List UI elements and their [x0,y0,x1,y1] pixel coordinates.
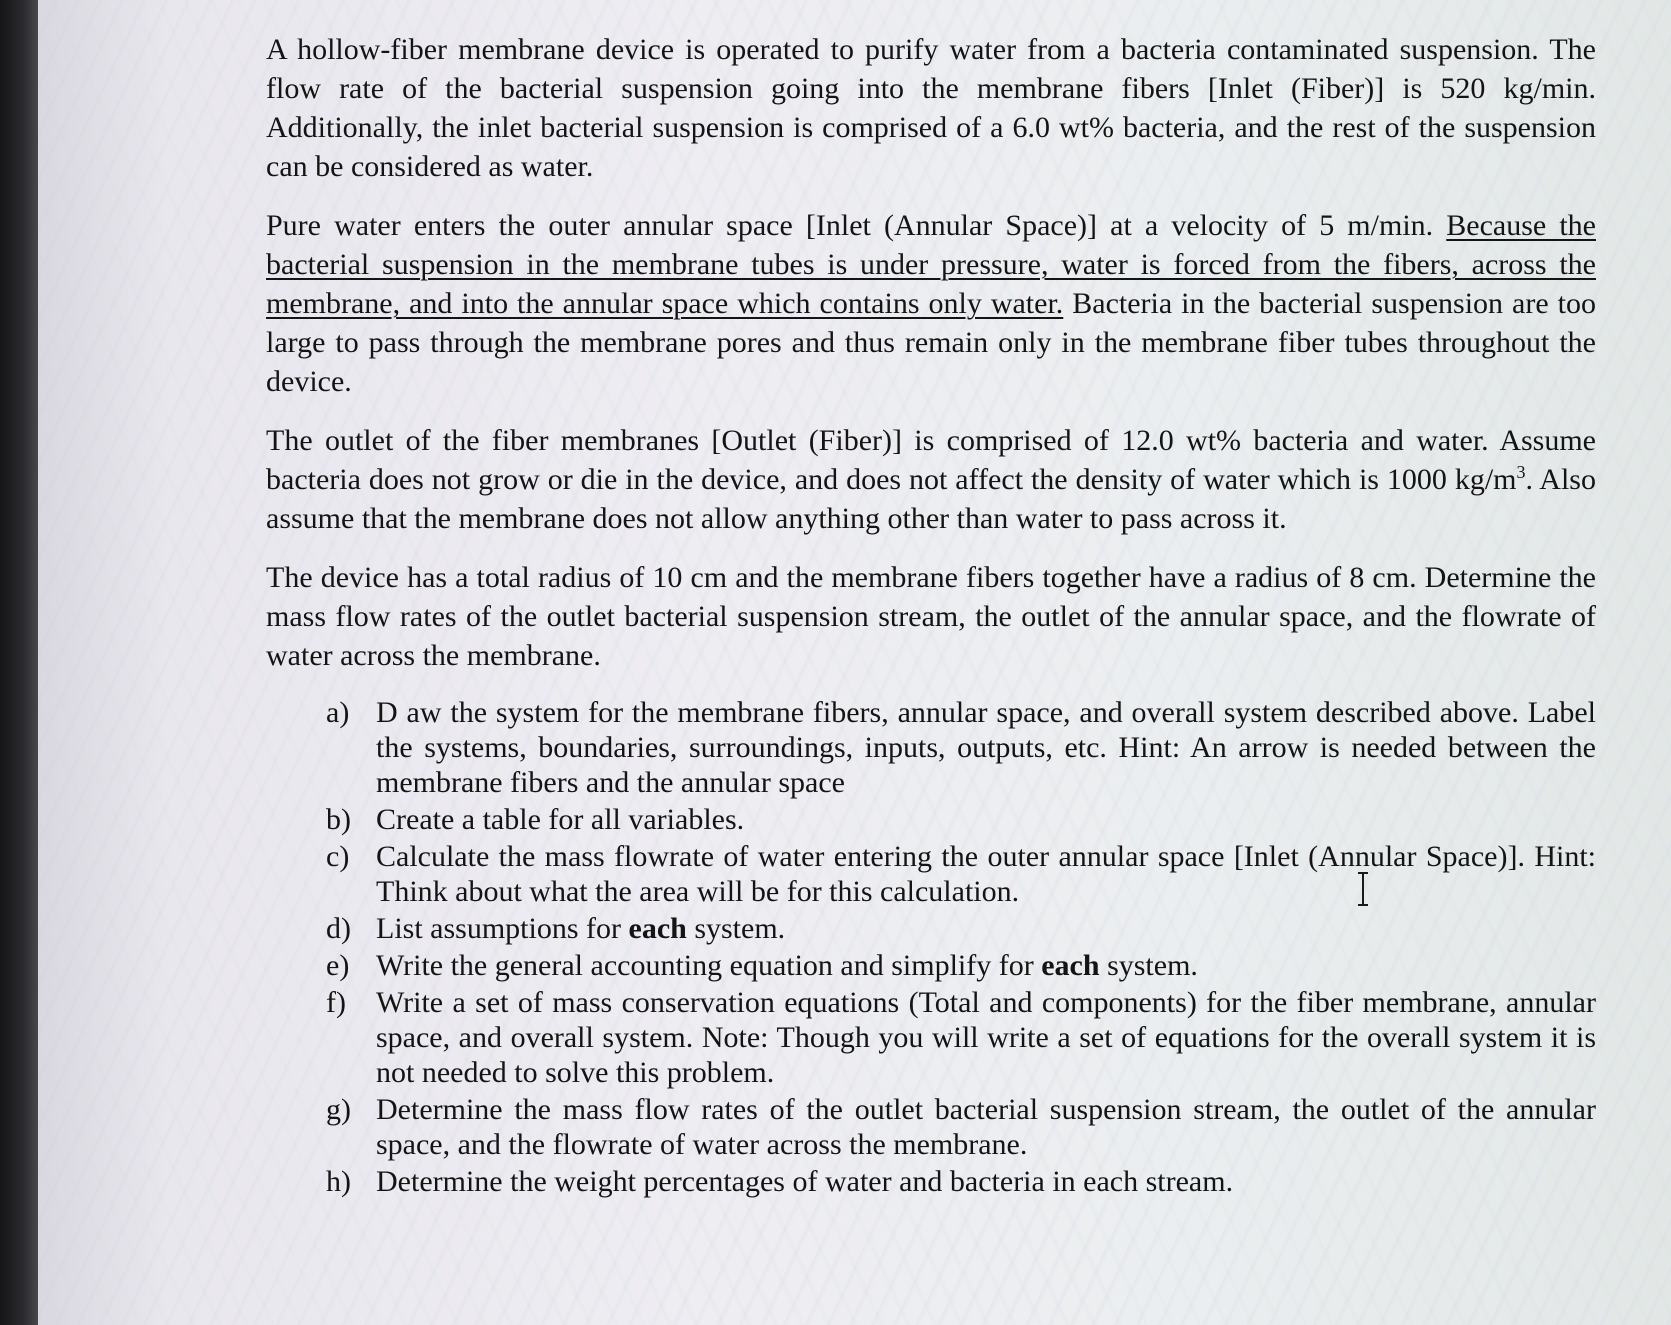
paragraph-outlet-assumptions [266,421,1596,538]
question-item [326,911,1596,946]
paragraph-annular-space [266,206,1596,401]
question-letter: b) [326,803,351,836]
question-text: Create a table for all variables. [376,803,745,836]
question-text: Determine the mass flow rates of the outlet bacterial suspension stream, the outlet of the annular space, and the flowrate of water across the membrane. [376,1093,1596,1161]
question-item [326,1164,1596,1199]
question-text: D aw the system for the membrane fibers, annular space, and overall system described above. Label the systems, boundaries, surroundings, inputs, outputs, etc. Hint: An arrow is needed between the membrane fibers and the annular space [376,696,1596,799]
question-item [326,1092,1596,1162]
monitor-bezel [0,0,40,1325]
question-letter: c) [326,840,350,873]
paragraph-outlet-start: The outlet of the fiber membranes [Outlet (Fiber)] is comprised of 12.0 wt% bacteria and water. Assume bacteria does not grow or die in the device, and does not affect the density of water which is 1000 kg/m [266,424,1596,496]
question-item [326,839,1596,909]
question-letter: e) [326,949,350,982]
underlined-pressure-statement: Because the bacterial suspension in the membrane tubes is under pressure, water is forced from the fibers, across the membrane, and into the annular space which contains only water. [266,209,1596,320]
text-cursor-icon [1356,872,1370,906]
question-letter: f) [326,986,346,1019]
paragraph-outlet-end: . Also assume that the membrane does not allow anything other than water to pass across it. [266,463,1596,535]
question-text: Determine the weight percentages of water and bacteria in each stream. [376,1165,1234,1198]
question-letter: a) [326,696,350,729]
paragraph-problem-intro: A hollow-fiber membrane device is operated to purify water from a bacteria contaminated suspension. The flow rate of the bacterial suspension going into the membrane fibers [Inlet (Fiber)] is 520 kg/min. Additionally, the inlet bacterial suspension is comprised of a 6.0 wt% bacteria, and the rest of the suspension can be considered as water. [266,33,1596,183]
question-letter: h) [326,1165,351,1198]
question-text-before: Write the general accounting equation and simplify for [376,949,1042,982]
question-text-after: system. [686,912,786,945]
question-text: Write a set of mass conservation equations (Total and components) for the fiber membrane, annular space, and overall system. Note: Though you will write a set of equations for the overall system it is not needed to solve this problem. [376,986,1596,1089]
density-exponent: 3 [1516,462,1526,482]
question-text: Calculate the mass flowrate of water entering the outer annular space [Inlet (Annular Space)]. Hint: Think about what the area will be for this calculation. [376,840,1596,908]
paragraph-annular-start: Pure water enters the outer annular space [Inlet (Annular Space)] at a velocity of 5 m/min. [266,209,1447,242]
question-emphasis: each [628,912,687,945]
question-item [326,802,1596,837]
question-text-before: List assumptions for [376,912,629,945]
screen [38,0,1671,1325]
paragraph-device-dimensions: The device has a total radius of 10 cm and the membrane fibers together have a radius of 8 cm. Determine the mass flow rates of the outlet bacterial suspension stream, the outlet of the annular space, and the flowrate of water across the membrane. [266,561,1596,672]
question-emphasis: each [1041,949,1100,982]
question-text-after: system. [1099,949,1198,982]
question-letter: d) [326,912,351,945]
question-item [326,985,1596,1090]
question-item [326,695,1596,800]
document-body [266,30,1596,1201]
paragraph-annular-end: Bacteria in the bacterial suspension are too large to pass through the membrane pores and thus remain only in the membrane fiber tubes throughout the device. [266,287,1596,398]
question-list [266,695,1596,1199]
question-letter: g) [326,1093,351,1126]
question-item [326,948,1596,983]
